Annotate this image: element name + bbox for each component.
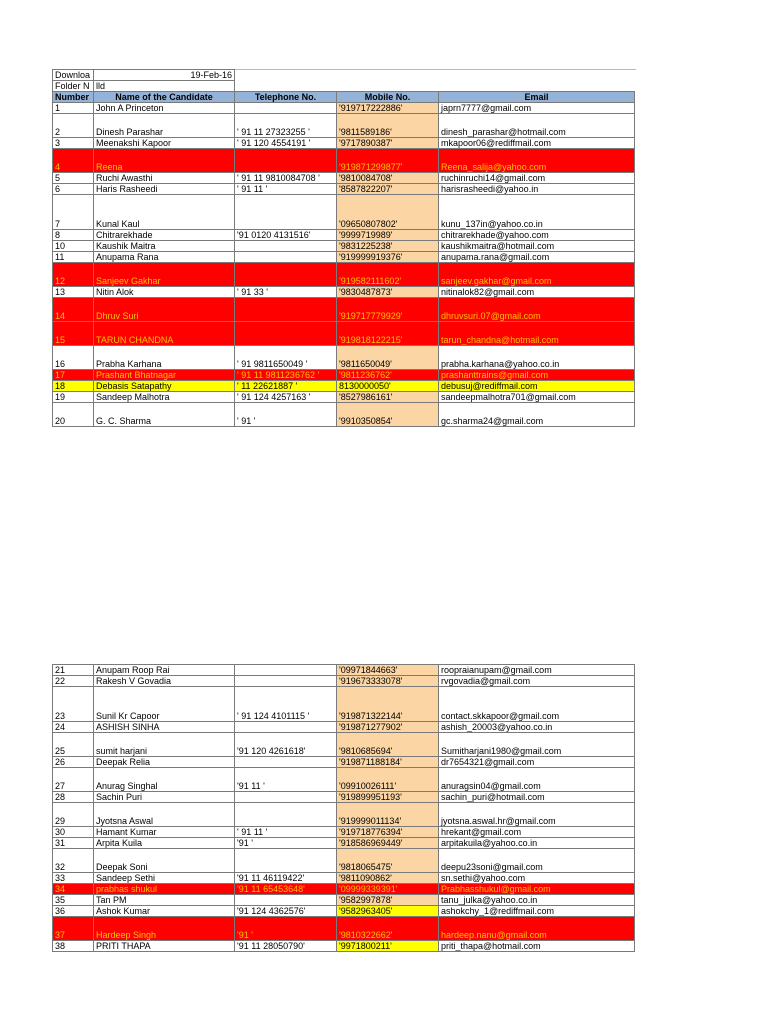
mobile-cell: '9831225238' xyxy=(337,241,439,252)
telephone-cell xyxy=(235,322,337,346)
telephone-cell: ' 91 11 27323255 ' xyxy=(235,114,337,138)
telephone-cell xyxy=(235,298,337,322)
candidate-name-cell: G. C. Sharma xyxy=(94,403,235,427)
mobile-cell: '9811236762' xyxy=(337,370,439,381)
header-name: Name of the Candidate xyxy=(94,92,235,103)
telephone-cell: ' 91 124 4101115 ' xyxy=(235,687,337,722)
telephone-cell xyxy=(235,792,337,803)
email-cell: tarun_chandna@hotmail.com xyxy=(439,322,635,346)
row-number-cell: 1 xyxy=(53,103,94,114)
telephone-cell: ' 91 124 4257163 ' xyxy=(235,392,337,403)
telephone-cell: ' 91 9811650049 ' xyxy=(235,346,337,370)
telephone-cell xyxy=(235,895,337,906)
email-cell: dhruvsuri.07@gmail.com xyxy=(439,298,635,322)
mobile-cell: '919871277902' xyxy=(337,722,439,733)
email-cell: deepu23soni@gmail.com xyxy=(439,849,635,873)
row-number-cell: 19 xyxy=(53,392,94,403)
table-row xyxy=(53,884,635,895)
candidate-name-cell: Hardeep Singh xyxy=(94,917,235,941)
mobile-cell: '09971844663' xyxy=(337,665,439,676)
mobile-cell: '919871188184' xyxy=(337,757,439,768)
mobile-cell: '919673333078' xyxy=(337,676,439,687)
row-number-cell: 24 xyxy=(53,722,94,733)
telephone-cell xyxy=(235,757,337,768)
candidate-name-cell: Debasis Satapathy xyxy=(94,381,235,392)
download-row xyxy=(53,70,635,81)
email-cell: kunu_137in@yahoo.co.in xyxy=(439,195,635,230)
table-row xyxy=(53,114,635,138)
mobile-cell: '8527986161' xyxy=(337,392,439,403)
mobile-cell: '9971800211' xyxy=(337,941,439,952)
table-row xyxy=(53,184,635,195)
candidate-name-cell: Tan PM xyxy=(94,895,235,906)
email-cell: mkapoor06@rediffmail.com xyxy=(439,138,635,149)
table-row xyxy=(53,287,635,298)
email-cell: gc.sharma24@gmail.com xyxy=(439,403,635,427)
candidate-name-cell: sumit harjani xyxy=(94,733,235,757)
mobile-cell: '9999719989' xyxy=(337,230,439,241)
email-cell: prashanttrains@gmail.com xyxy=(439,370,635,381)
candidate-name-cell: Anupama Rana xyxy=(94,252,235,263)
candidate-name-cell: TARUN CHANDNA xyxy=(94,322,235,346)
email-cell: tanu_julka@yahoo.co.in xyxy=(439,895,635,906)
email-cell: priti_thapa@hotmail.com xyxy=(439,941,635,952)
mobile-cell: '8587822207' xyxy=(337,184,439,195)
header-email: Email xyxy=(439,92,635,103)
table-row xyxy=(53,381,635,392)
download-date: 19-Feb-16 xyxy=(94,70,235,81)
email-cell: sandeepmalhotra701@gmail.com xyxy=(439,392,635,403)
mobile-cell: '9810685694' xyxy=(337,733,439,757)
table-row xyxy=(53,252,635,263)
mobile-cell: '9582997878' xyxy=(337,895,439,906)
table-row xyxy=(53,838,635,849)
telephone-cell xyxy=(235,676,337,687)
candidate-name-cell: Rakesh V Govadia xyxy=(94,676,235,687)
email-cell: hardeep.nanu@gmail.com xyxy=(439,917,635,941)
email-cell: sn.sethi@yahoo.com xyxy=(439,873,635,884)
telephone-cell xyxy=(235,149,337,173)
table-row xyxy=(53,917,635,941)
mobile-cell: '09650807802' xyxy=(337,195,439,230)
header-mobile: Mobile No. xyxy=(337,92,439,103)
mobile-cell: '9811589186' xyxy=(337,114,439,138)
email-cell: sachin_puri@hotmail.com xyxy=(439,792,635,803)
row-number-cell: 11 xyxy=(53,252,94,263)
table-row xyxy=(53,103,635,114)
folder-label: Folder N xyxy=(53,81,94,92)
row-number-cell: 18 xyxy=(53,381,94,392)
table-row xyxy=(53,687,635,722)
candidate-name-cell: Prabha Karhana xyxy=(94,346,235,370)
row-number-cell: 16 xyxy=(53,346,94,370)
candidate-name-cell: Chitrarekhade xyxy=(94,230,235,241)
mobile-cell: '9582963405' xyxy=(337,906,439,917)
candidate-name-cell: Kunal Kaul xyxy=(94,195,235,230)
row-number-cell: 28 xyxy=(53,792,94,803)
table-row xyxy=(53,873,635,884)
row-number-cell: 30 xyxy=(53,827,94,838)
telephone-cell: ' 91 11 9810084708 ' xyxy=(235,173,337,184)
row-number-cell: 37 xyxy=(53,917,94,941)
email-cell: ruchinruchi14@gmail.com xyxy=(439,173,635,184)
mobile-cell: '919999919376' xyxy=(337,252,439,263)
table-row xyxy=(53,757,635,768)
telephone-cell: '91 124 4362576' xyxy=(235,906,337,917)
table-row xyxy=(53,803,635,827)
email-cell: harisrasheedi@yahoo.in xyxy=(439,184,635,195)
telephone-cell: ' 91 11 9811236762 ' xyxy=(235,370,337,381)
mobile-cell: '919871299877' xyxy=(337,149,439,173)
telephone-cell: '91 ' xyxy=(235,838,337,849)
header-number: Number xyxy=(53,92,94,103)
mobile-cell: '9830487873' xyxy=(337,287,439,298)
candidate-name-cell: Haris Rasheedi xyxy=(94,184,235,195)
telephone-cell: '91 11 28050790' xyxy=(235,941,337,952)
row-number-cell: 34 xyxy=(53,884,94,895)
email-cell: roopraianupam@gmail.com xyxy=(439,665,635,676)
table-row xyxy=(53,676,635,687)
row-number-cell: 12 xyxy=(53,263,94,287)
header-telephone: Telephone No. xyxy=(235,92,337,103)
candidate-name-cell: Reena xyxy=(94,149,235,173)
email-cell: anupama.rana@gmail.com xyxy=(439,252,635,263)
row-number-cell: 7 xyxy=(53,195,94,230)
table-row xyxy=(53,173,635,184)
row-number-cell: 2 xyxy=(53,114,94,138)
row-number-cell: 29 xyxy=(53,803,94,827)
mobile-cell: '919717222886' xyxy=(337,103,439,114)
mobile-cell: '9811650049' xyxy=(337,346,439,370)
telephone-cell: '91 ' xyxy=(235,917,337,941)
email-cell: nitinalok82@gmail.com xyxy=(439,287,635,298)
telephone-cell: ' 91 33 ' xyxy=(235,287,337,298)
row-number-cell: 31 xyxy=(53,838,94,849)
email-cell: prabha.karhana@yahoo.co.in xyxy=(439,346,635,370)
row-number-cell: 20 xyxy=(53,403,94,427)
candidate-name-cell: Jyotsna Aswal xyxy=(94,803,235,827)
candidate-table-bottom xyxy=(52,664,635,952)
telephone-cell xyxy=(235,263,337,287)
email-cell: ashish_20003@yahoo.co.in xyxy=(439,722,635,733)
telephone-cell xyxy=(235,195,337,230)
email-cell: sanjeev.gakhar@gmail.com xyxy=(439,263,635,287)
mobile-cell: '918586969449' xyxy=(337,838,439,849)
email-cell: dr7654321@gmail.com xyxy=(439,757,635,768)
candidate-name-cell: Deepak Relia xyxy=(94,757,235,768)
telephone-cell: '91 120 4261618' xyxy=(235,733,337,757)
table-row xyxy=(53,768,635,792)
table-row xyxy=(53,370,635,381)
table-row xyxy=(53,827,635,838)
candidate-name-cell: Meenakshi Kapoor xyxy=(94,138,235,149)
table-row xyxy=(53,403,635,427)
mobile-cell: '9717890387' xyxy=(337,138,439,149)
email-cell: anuragsin04@gmail.com xyxy=(439,768,635,792)
email-cell: Reena_salija@yahoo.com xyxy=(439,149,635,173)
mobile-cell: '919871322144' xyxy=(337,687,439,722)
telephone-cell xyxy=(235,252,337,263)
row-number-cell: 3 xyxy=(53,138,94,149)
mobile-cell: '919899951193' xyxy=(337,792,439,803)
folder-row xyxy=(53,81,635,92)
table-row xyxy=(53,392,635,403)
row-number-cell: 4 xyxy=(53,149,94,173)
telephone-cell: ' 91 120 4554191 ' xyxy=(235,138,337,149)
table-row xyxy=(53,149,635,173)
candidate-name-cell: Sunil Kr Capoor xyxy=(94,687,235,722)
candidate-name-cell: John A Princeton xyxy=(94,103,235,114)
candidate-name-cell: Sanjeev Gakhar xyxy=(94,263,235,287)
table-row xyxy=(53,298,635,322)
candidate-name-cell: prabhas shukul xyxy=(94,884,235,895)
email-cell: japrn7777@gmail.com xyxy=(439,103,635,114)
mobile-cell: '9811090862' xyxy=(337,873,439,884)
table-row xyxy=(53,722,635,733)
mobile-cell: '9810084708' xyxy=(337,173,439,184)
row-number-cell: 21 xyxy=(53,665,94,676)
mobile-cell: 8130000050' xyxy=(337,381,439,392)
row-number-cell: 5 xyxy=(53,173,94,184)
row-number-cell: 35 xyxy=(53,895,94,906)
email-cell: debusuj@rediffmail.com xyxy=(439,381,635,392)
candidate-name-cell: ASHISH SINHA xyxy=(94,722,235,733)
email-cell: jyotsna.aswal.hr@gmail.com xyxy=(439,803,635,827)
telephone-cell xyxy=(235,849,337,873)
candidate-name-cell: Prashant Bhatnagar xyxy=(94,370,235,381)
table-row xyxy=(53,195,635,230)
row-number-cell: 8 xyxy=(53,230,94,241)
row-number-cell: 6 xyxy=(53,184,94,195)
row-number-cell: 36 xyxy=(53,906,94,917)
table-row xyxy=(53,346,635,370)
row-number-cell: 26 xyxy=(53,757,94,768)
row-number-cell: 38 xyxy=(53,941,94,952)
candidate-name-cell: Deepak Soni xyxy=(94,849,235,873)
row-number-cell: 27 xyxy=(53,768,94,792)
email-cell: arpitakuila@yahoo.co.in xyxy=(439,838,635,849)
telephone-cell: ' 91 11 ' xyxy=(235,184,337,195)
mobile-cell: '09910026111' xyxy=(337,768,439,792)
table-row xyxy=(53,895,635,906)
mobile-cell: '09999339391' xyxy=(337,884,439,895)
email-cell: dinesh_parashar@hotmail.com xyxy=(439,114,635,138)
email-cell: Sumitharjani1980@gmail.com xyxy=(439,733,635,757)
row-number-cell: 23 xyxy=(53,687,94,722)
folder-value: lld xyxy=(94,81,235,92)
download-label: Downloa xyxy=(53,70,94,81)
mobile-cell: '919582111602' xyxy=(337,263,439,287)
candidate-table-top xyxy=(52,69,635,427)
table-row xyxy=(53,792,635,803)
mobile-cell: '919717779929' xyxy=(337,298,439,322)
row-number-cell: 22 xyxy=(53,676,94,687)
mobile-cell: '9810322662' xyxy=(337,917,439,941)
telephone-cell: '91 11 46119422' xyxy=(235,873,337,884)
telephone-cell xyxy=(235,722,337,733)
mobile-cell: '919718776394' xyxy=(337,827,439,838)
candidate-name-cell: Hamant Kumar xyxy=(94,827,235,838)
table-row xyxy=(53,241,635,252)
row-number-cell: 13 xyxy=(53,287,94,298)
telephone-cell: ' 11 22621887 ' xyxy=(235,381,337,392)
email-cell: hrekant@gmail.com xyxy=(439,827,635,838)
candidate-name-cell: Sachin Puri xyxy=(94,792,235,803)
table-row xyxy=(53,322,635,346)
table-row xyxy=(53,230,635,241)
table-row xyxy=(53,733,635,757)
email-cell: rvgovadia@gmail.com xyxy=(439,676,635,687)
telephone-cell xyxy=(235,665,337,676)
mobile-cell: '9818065475' xyxy=(337,849,439,873)
telephone-cell: '91 11 65453648' xyxy=(235,884,337,895)
table-row xyxy=(53,138,635,149)
candidate-name-cell: Sandeep Sethi xyxy=(94,873,235,884)
telephone-cell: ' 91 ' xyxy=(235,403,337,427)
mobile-cell: '919818122215' xyxy=(337,322,439,346)
telephone-cell xyxy=(235,241,337,252)
telephone-cell: '91 11 ' xyxy=(235,768,337,792)
header-row xyxy=(53,92,635,103)
email-cell: kaushikmaitra@hotmail.com xyxy=(439,241,635,252)
candidate-name-cell: Anurag Singhal xyxy=(94,768,235,792)
candidate-name-cell: Ruchi Awasthi xyxy=(94,173,235,184)
candidate-name-cell: Anupam Roop Rai xyxy=(94,665,235,676)
email-cell: Prabhasshukul@gmail.com xyxy=(439,884,635,895)
row-number-cell: 10 xyxy=(53,241,94,252)
telephone-cell xyxy=(235,803,337,827)
email-cell: ashokchy_1@rediffmail.com xyxy=(439,906,635,917)
email-cell: chitrarekhade@yahoo.com xyxy=(439,230,635,241)
candidate-name-cell: Dhruv Suri xyxy=(94,298,235,322)
row-number-cell: 15 xyxy=(53,322,94,346)
candidate-name-cell: Nitin Alok xyxy=(94,287,235,298)
telephone-cell: '91 0120 4131516' xyxy=(235,230,337,241)
mobile-cell: '919999011134' xyxy=(337,803,439,827)
candidate-name-cell: Dinesh Parashar xyxy=(94,114,235,138)
candidate-name-cell: Arpita Kuila xyxy=(94,838,235,849)
mobile-cell: '9910350854' xyxy=(337,403,439,427)
row-number-cell: 17 xyxy=(53,370,94,381)
table-row xyxy=(53,849,635,873)
telephone-cell xyxy=(235,103,337,114)
email-cell: contact.skkapoor@gmail.com xyxy=(439,687,635,722)
telephone-cell: ' 91 11 ' xyxy=(235,827,337,838)
row-number-cell: 25 xyxy=(53,733,94,757)
table-row xyxy=(53,263,635,287)
table-row xyxy=(53,665,635,676)
table-row xyxy=(53,941,635,952)
candidate-name-cell: Kaushik Maitra xyxy=(94,241,235,252)
row-number-cell: 14 xyxy=(53,298,94,322)
table-row xyxy=(53,906,635,917)
candidate-name-cell: PRITI THAPA xyxy=(94,941,235,952)
row-number-cell: 33 xyxy=(53,873,94,884)
candidate-name-cell: Ashok Kumar xyxy=(94,906,235,917)
candidate-name-cell: Sandeep Malhotra xyxy=(94,392,235,403)
row-number-cell: 32 xyxy=(53,849,94,873)
